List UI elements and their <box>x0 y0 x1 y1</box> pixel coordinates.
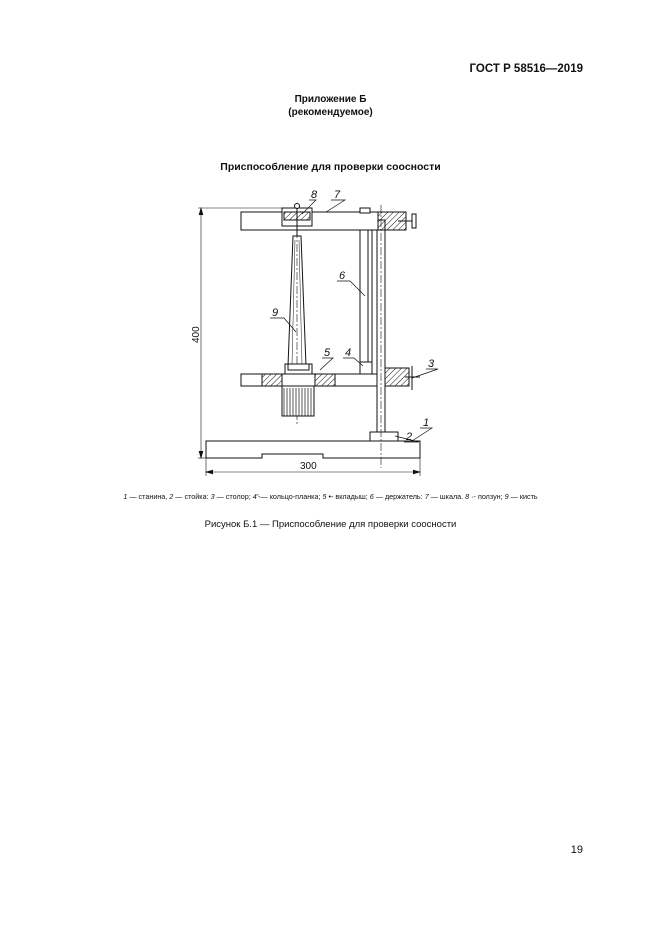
figure-label-1: 1 <box>423 417 430 429</box>
legend-item: 1 — станина, <box>123 492 168 501</box>
appendix-title: Приложение Б <box>294 94 367 105</box>
figure-label-3: 3 <box>428 358 435 370</box>
dimension-width-label: 300 <box>300 461 317 472</box>
figure-label-4: 4 <box>345 347 352 359</box>
appendix-subtitle: (рекомендуемое) <box>288 107 373 118</box>
legend-item: 3 — столор; <box>210 492 251 501</box>
post-foot <box>370 432 398 441</box>
legend-item: 7 — шкала. <box>424 492 464 501</box>
dimension-height-label: 400 <box>191 326 202 343</box>
figure-label-7: 7 <box>334 189 341 201</box>
legend-item: 9 — кисть <box>504 492 538 501</box>
ring-plate <box>360 362 372 374</box>
alignment-fixture-drawing <box>180 180 440 480</box>
figure-caption: Рисунок Б.1 — Приспособление для проверки соосности <box>204 519 457 530</box>
legend-item: 4'-— кольцо-планка; <box>252 492 321 501</box>
legend-item: 2 — стойка: <box>169 492 209 501</box>
figure-label-6: 6 <box>339 270 346 282</box>
legend-item: 8 ·- ползун; <box>465 492 503 501</box>
page-number: 19 <box>570 844 583 856</box>
figure-label-8: 8 <box>311 189 318 201</box>
appendix-heading <box>0 93 661 119</box>
figure-legend <box>0 492 661 501</box>
legend-item: 5 •- вкладыш; <box>322 492 368 501</box>
figure-label-5: 5 <box>324 347 331 359</box>
figure-label-9: 9 <box>272 307 279 319</box>
document-code: ГОСТ Р 58516—2019 <box>469 63 583 75</box>
figure-label-2: 2 <box>406 431 413 443</box>
base-plate <box>206 441 420 458</box>
section-title: Приспособление для проверки соосности <box>220 161 441 173</box>
legend-item: 6 — держатель: <box>369 492 423 501</box>
table-plate <box>241 374 377 386</box>
